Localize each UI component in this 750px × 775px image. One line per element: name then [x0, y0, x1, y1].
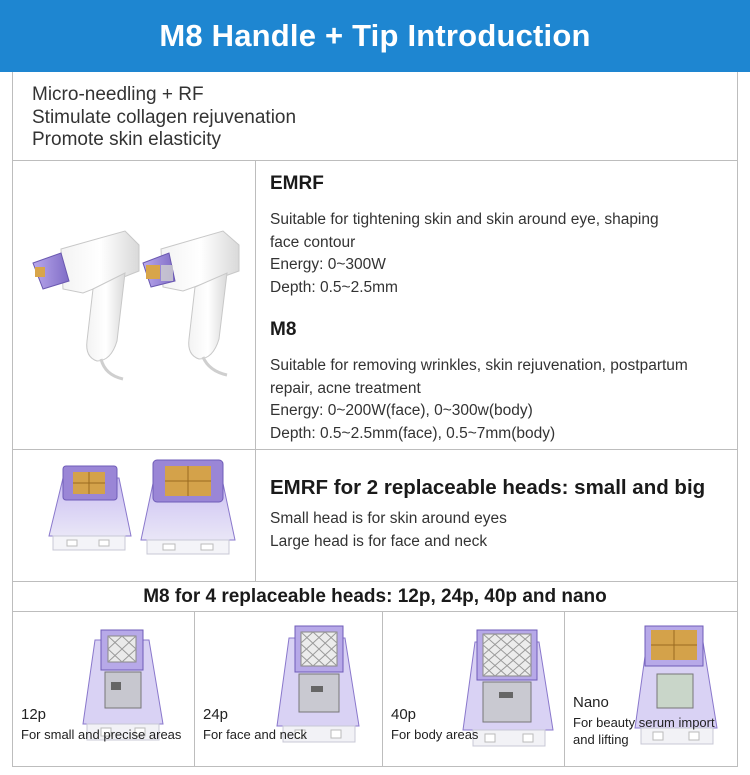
emrf-line: Depth: 0.5~2.5mm: [270, 278, 398, 296]
intro-line: Promote skin elasticity: [32, 129, 222, 150]
needle-head-12p-icon: [13, 612, 195, 767]
needle-head-24p-icon: [195, 612, 383, 767]
head-cell-nano: [565, 612, 737, 767]
emrf-heads-info: [270, 476, 730, 553]
emrf-heads-title: EMRF for 2 replaceable heads: small and big: [270, 476, 706, 499]
page-title: M8 Handle + Tip Introduction: [159, 18, 591, 53]
emrf-heads-image: [13, 450, 256, 581]
m8-title: M8: [270, 319, 297, 340]
head-cell-24p: [195, 612, 383, 767]
m8-line: repair, acne treatment: [270, 379, 421, 397]
intro-line: Micro-needling + RF: [32, 84, 204, 105]
m8-heads-title-row: [13, 582, 737, 612]
title-banner: [0, 0, 750, 72]
emrf-line: face contour: [270, 233, 356, 251]
emrf-heads-line: Small head is for skin around eyes: [270, 510, 507, 527]
intro-text: [32, 84, 296, 152]
head-cell-40p: [383, 612, 565, 767]
intro-row: [13, 72, 737, 161]
head-name-40p: 40p: [391, 706, 417, 723]
handpiece-icon: [13, 161, 256, 449]
emrf-line: Suitable for tightening skin and skin around eye, shaping: [270, 211, 659, 228]
head-desc-nano-line: For beauty serum import: [573, 715, 715, 730]
head-cell-12p: [13, 612, 195, 767]
m8-line: Depth: 0.5~2.5mm(face), 0.5~7mm(body): [270, 424, 556, 442]
handles-row: [13, 161, 737, 450]
intro-table: [12, 72, 738, 767]
handles-image: [13, 161, 256, 449]
needle-head-40p-icon: [383, 612, 565, 767]
handles-info: [270, 173, 730, 445]
intro-line: Stimulate collagen rejuvenation: [32, 106, 297, 128]
head-desc-nano: [573, 714, 715, 748]
head-desc-nano-line: and lifting: [573, 732, 629, 747]
m8-line: Suitable for removing wrinkles, skin rejuvenation, postpartum: [270, 357, 688, 374]
m8-line: Energy: 0~200W(face), 0~300w(body): [270, 402, 533, 419]
head-desc-12p: For small and precise areas: [21, 727, 182, 742]
m8-heads-grid: [13, 612, 737, 767]
m8-heads-title: M8 for 4 replaceable heads: 12p, 24p, 40p and nano: [143, 585, 607, 607]
head-name-12p: 12p: [21, 706, 47, 723]
head-name-24p: 24p: [203, 706, 229, 723]
emrf-line: Energy: 0~300W: [270, 256, 386, 273]
replaceable-head-icon: [13, 450, 256, 581]
emrf-title: EMRF: [270, 173, 324, 194]
emrf-heads-row: [13, 450, 737, 582]
head-desc-40p: For body areas: [391, 727, 479, 742]
emrf-heads-line: Large head is for face and neck: [270, 532, 488, 550]
head-desc-24p: For face and neck: [203, 727, 308, 742]
head-name-nano: Nano: [573, 694, 609, 711]
